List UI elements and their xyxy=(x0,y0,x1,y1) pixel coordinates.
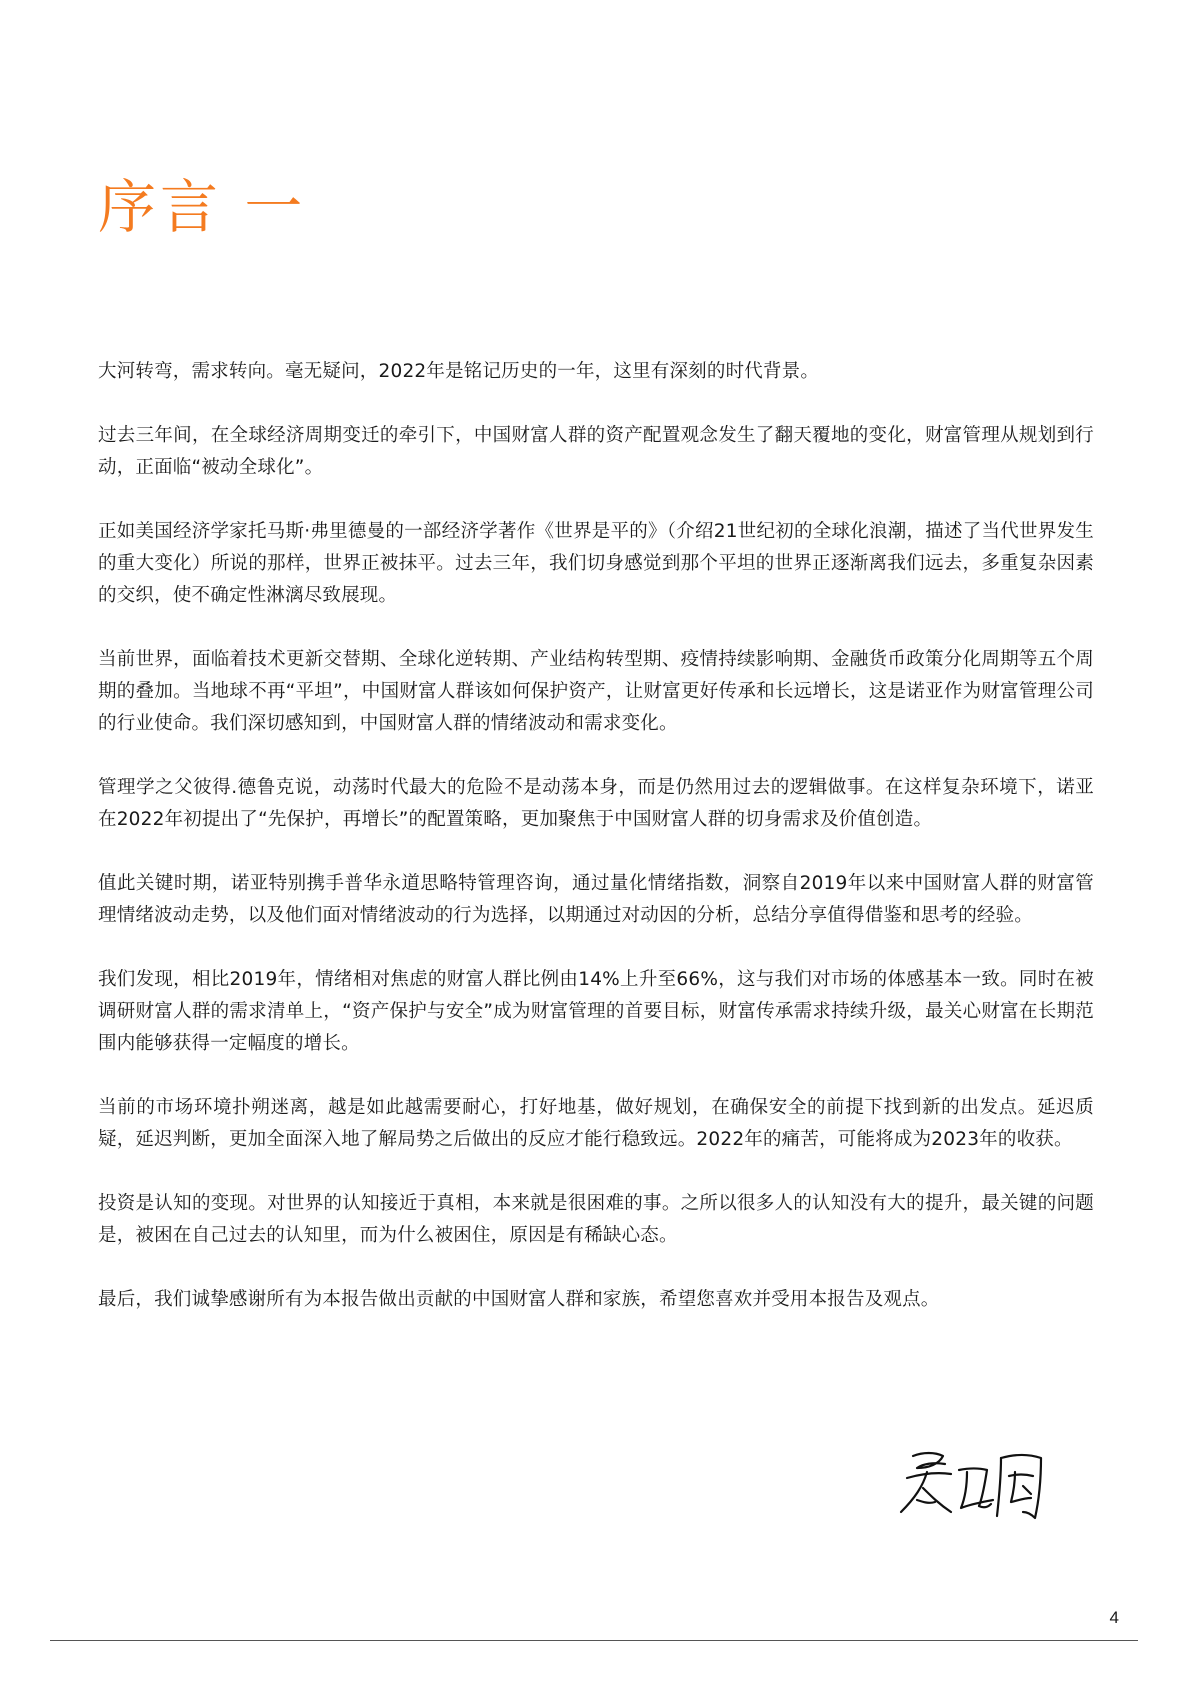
preface-body xyxy=(98,356,1094,1348)
paragraph-6: 值此关键时期，诺亚特别携手普华永道思略特管理咨询，通过量化情绪指数，洞察自2019年以来中国财富人群的财富管理情绪波动走势，以及他们面对情绪波动的行为选择，以期通过对动因的分析，总结分享值得借鉴和思考的经验。 xyxy=(98,873,1094,926)
paragraph-3: 正如美国经济学家托马斯·弗里德曼的一部经济学著作《世界是平的》（介绍21世纪初的全球化浪潮，描述了当代世界发生的重大变化）所说的那样，世界正被抹平。过去三年，我们切身感觉到那个平坦的世界正逐渐离我们远去，多重复杂因素的交织，使不确定性淋漓尽致展现。 xyxy=(98,521,1094,606)
paragraph-2: 过去三年间，在全球经济周期变迁的牵引下，中国财富人群的资产配置观念发生了翻天覆地的变化，财富管理从规划到行动，正面临“被动全球化”。 xyxy=(98,425,1094,478)
paragraph-4: 当前世界，面临着技术更新交替期、全球化逆转期、产业结构转型期、疫情持续影响期、金融货币政策分化周期等五个周期的叠加。当地球不再“平坦”，中国财富人群该如何保护资产，让财富更好传承和长远增长，这是诺亚作为财富管理公司的行业使命。我们深切感知到，中国财富人群的情绪波动和需求变化。 xyxy=(98,649,1094,734)
paragraph-10: 最后，我们诚挚感谢所有为本报告做出贡献的中国财富人群和家族，希望您喜欢并受用本报告及观点。 xyxy=(98,1289,940,1310)
paragraph-8: 当前的市场环境扑朔迷离，越是如此越需要耐心，打好地基，做好规划，在确保安全的前提下找到新的出发点。延迟质疑，延迟判断，更加全面深入地了解局势之后做出的反应才能行稳致远。2022年的痛苦，可能将成为2023年的收获。 xyxy=(98,1097,1094,1150)
footer-divider xyxy=(50,1640,1138,1641)
paragraph-7: 我们发现，相比2019年，情绪相对焦虑的财富人群比例由14%上升至66%，这与我们对市场的体感基本一致。同时在被调研财富人群的需求清单上，“资产保护与安全”成为财富管理的首要目标，财富传承需求持续升级，最关心财富在长期范围内能够获得一定幅度的增长。 xyxy=(98,969,1094,1054)
paragraph-9: 投资是认知的变现。对世界的认知接近于真相，本来就是很困难的事。之所以很多人的认知没有大的提升，最关键的问题是，被困在自己过去的认知里，而为什么被困住，原因是有稀缺心态。 xyxy=(98,1193,1094,1246)
page-title: 序言 一 xyxy=(98,173,307,241)
handwritten-signature xyxy=(893,1442,1053,1532)
paragraph-5: 管理学之父彼得.德鲁克说，动荡时代最大的危险不是动荡本身，而是仍然用过去的逻辑做事。在这样复杂环境下，诺亚在2022年初提出了“先保护，再增长”的配置策略，更加聚焦于中国财富人群的切身需求及价值创造。 xyxy=(98,777,1094,830)
paragraph-1: 大河转弯，需求转向。毫无疑问，2022年是铭记历史的一年，这里有深刻的时代背景。 xyxy=(98,361,820,382)
page-number: 4 xyxy=(1109,1608,1119,1627)
